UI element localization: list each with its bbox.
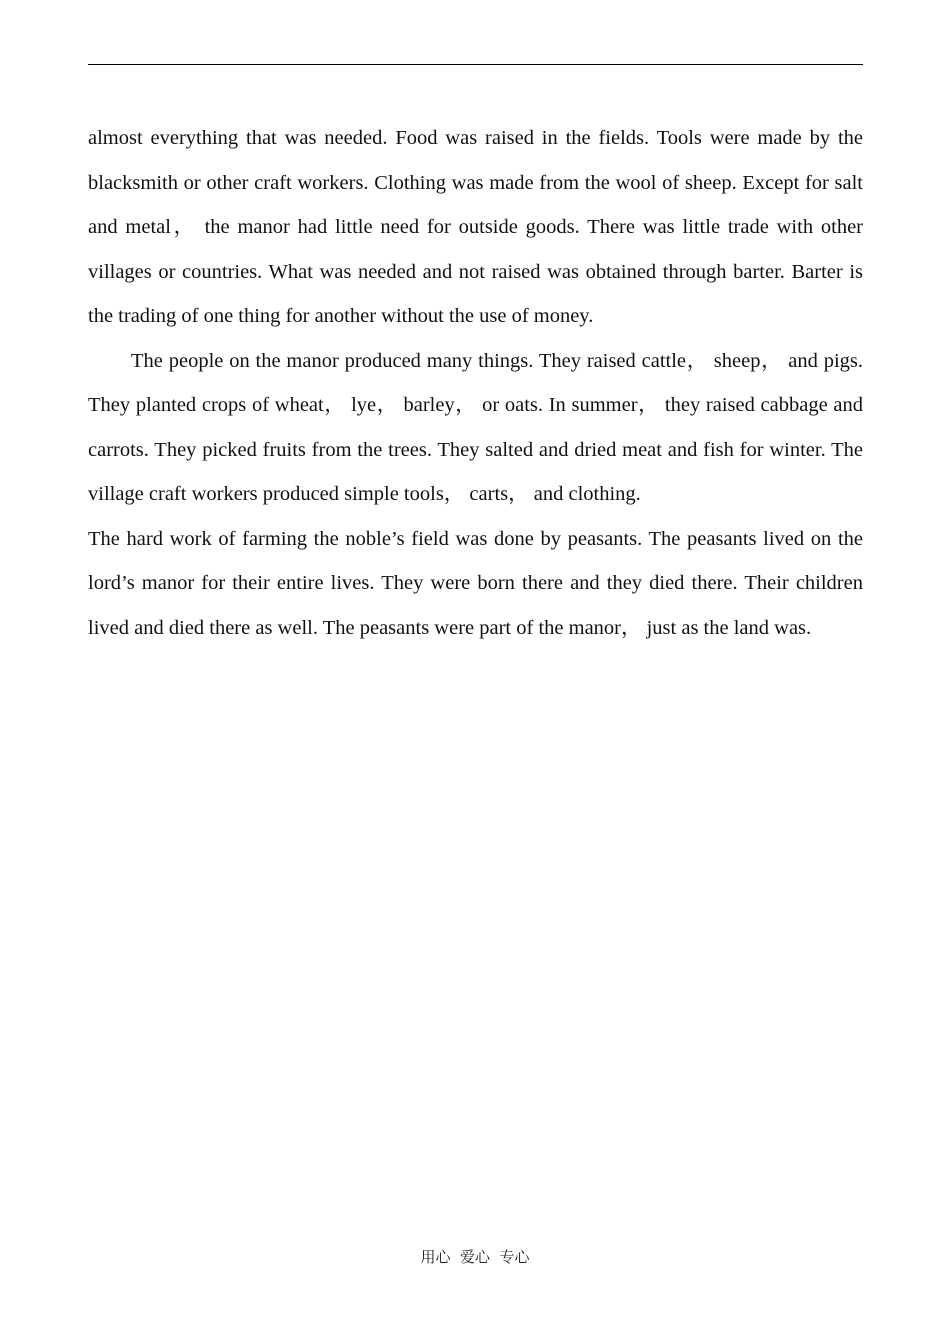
page-footer: 用心 爱心 专心 (420, 1248, 530, 1266)
paragraph-peasants: The hard work of farming the noble’s field was done by peasants. The peasants lived on the lord’s manor for their entire lives. They were born there and they died there. Their children lived and died there as well. The peasants were part of the manor， just as the land was. (88, 527, 863, 639)
paragraph-barter: almost everything that was needed. Food was raised in the fields. Tools were made by the blacksmith or other craft workers. Clothing was made from the wool of sheep. Except for salt and metal， the manor had little need for outside goods. There was little trade with other villages or countries. What was needed and not raised was obtained through barter. Barter is the trading of one thing for another without the use of money. (88, 127, 863, 327)
body-text (88, 116, 863, 650)
paragraph-manor-produce: The people on the manor produced many things. They raised cattle， sheep， and pigs. They planted crops of wheat， lye， barley， or oats. In summer， they raised cabbage and carrots. They picked fruits from the trees. They salted and dried meat and fish for winter. The village craft workers produced simple tools， carts， and clothing. (88, 349, 863, 505)
header-rule (88, 64, 863, 65)
